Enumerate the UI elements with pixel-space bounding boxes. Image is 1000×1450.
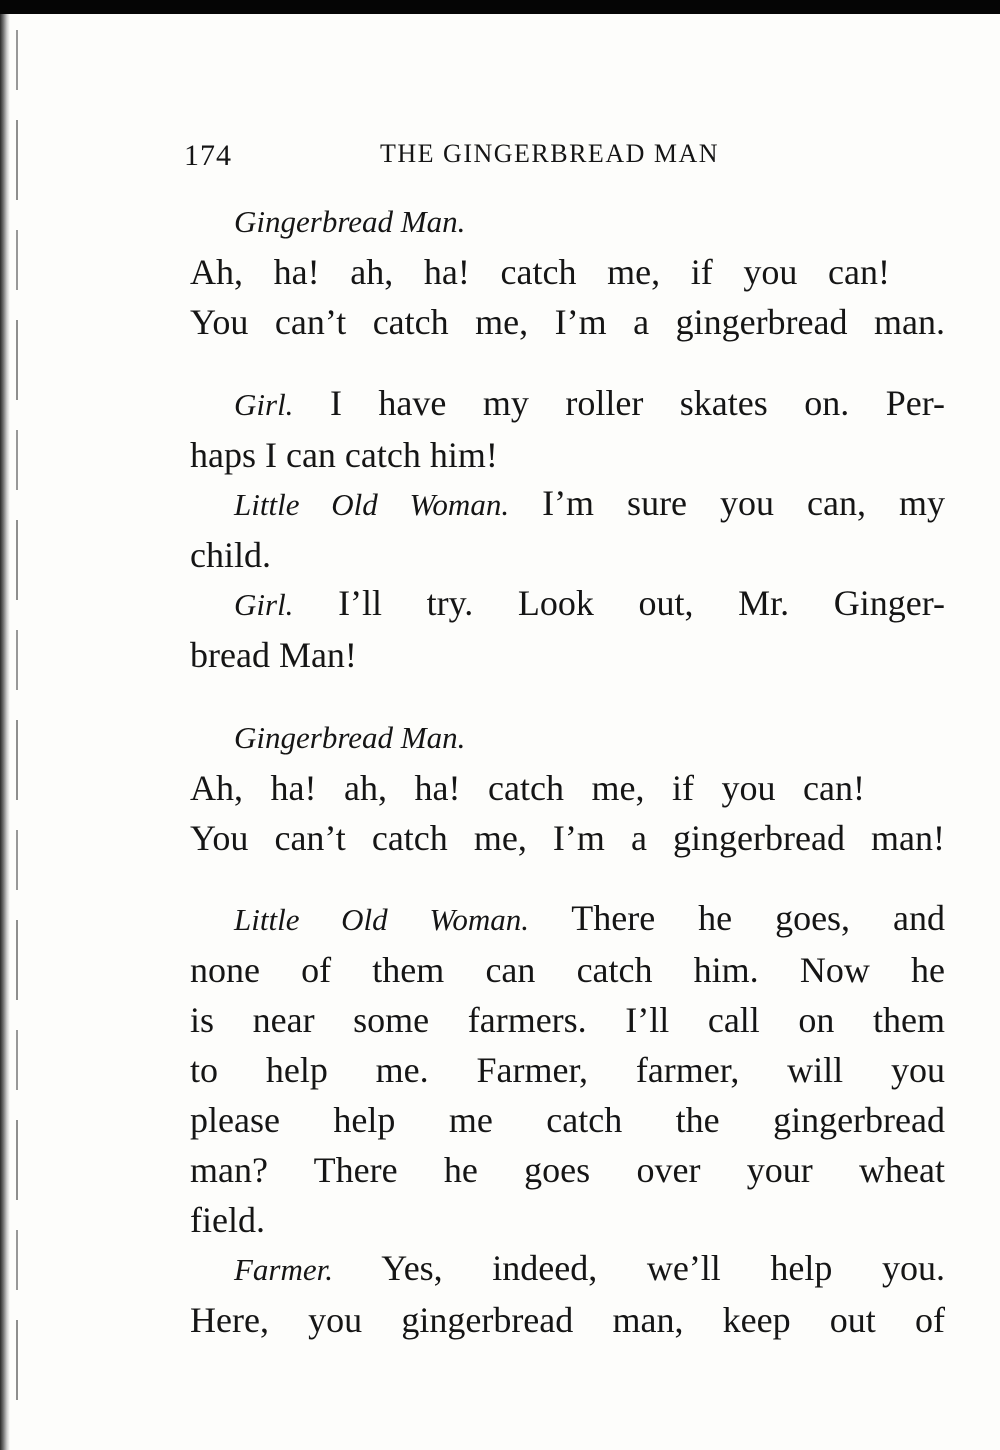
dialogue-block <box>190 1243 945 1345</box>
speaker-name: Little Old Woman. <box>234 902 529 937</box>
speaker-name: Little Old Woman. <box>234 487 510 522</box>
dialogue-text: Yes, indeed, we’ll help you. <box>381 1248 945 1288</box>
dialogue-line: child. <box>190 535 271 575</box>
dialogue-text: I’ll try. Look out, Mr. Ginger- <box>338 583 946 623</box>
dialogue-line: Here, you gingerbread man, keep out of <box>190 1300 945 1340</box>
dialogue-line: none of them can catch him. Now he <box>190 950 945 990</box>
speaker-name: Farmer. <box>234 1252 334 1287</box>
running-head: THE GINGERBREAD MAN <box>380 139 720 168</box>
scan-edge-shadow <box>16 30 18 1430</box>
verse-line: Ah, ha! ah, ha! catch me, if you can! <box>190 252 890 292</box>
dialogue-first-line <box>190 478 945 530</box>
dialogue-line: bread Man! <box>190 635 357 675</box>
scan-top-border <box>0 0 1000 14</box>
dialogue-first-line <box>190 1243 945 1295</box>
dialogue-line: field. <box>190 1200 265 1240</box>
page-header <box>184 135 945 175</box>
dialogue-line: to help me. Farmer, farmer, will you <box>190 1050 945 1090</box>
dialogue-line: please help me catch the gingerbread <box>190 1100 945 1140</box>
speaker-name: Girl. <box>234 387 294 422</box>
speaker-name: Girl. <box>234 587 294 622</box>
dialogue-line: is near some farmers. I’ll call on them <box>190 1000 945 1040</box>
speaker-heading: Gingerbread Man. <box>234 720 466 755</box>
scan-left-edge <box>0 14 10 1450</box>
dialogue-first-line <box>190 578 945 630</box>
verse-block <box>190 713 945 863</box>
verse-line: You can’t catch me, I’m a gingerbread man! <box>190 818 945 858</box>
dialogue-block <box>190 478 945 580</box>
verse-line: You can’t catch me, I’m a gingerbread man. <box>190 302 945 342</box>
dialogue-block <box>190 578 945 680</box>
verse-line: Ah, ha! ah, ha! catch me, if you can! <box>190 768 865 808</box>
dialogue-line: haps I can catch him! <box>190 435 498 475</box>
dialogue-first-line <box>190 893 945 945</box>
dialogue-text: I have my roller skates on. Per- <box>329 383 946 423</box>
dialogue-text: I’m sure you can, my <box>542 483 945 523</box>
dialogue-text: There he goes, and <box>571 898 945 938</box>
dialogue-first-line <box>190 378 945 430</box>
page-number: 174 <box>184 139 232 172</box>
dialogue-block <box>190 893 945 1245</box>
dialogue-block <box>190 378 945 480</box>
speaker-heading: Gingerbread Man. <box>234 204 466 239</box>
verse-block <box>190 197 945 347</box>
dialogue-line: man? There he goes over your wheat <box>190 1150 945 1190</box>
